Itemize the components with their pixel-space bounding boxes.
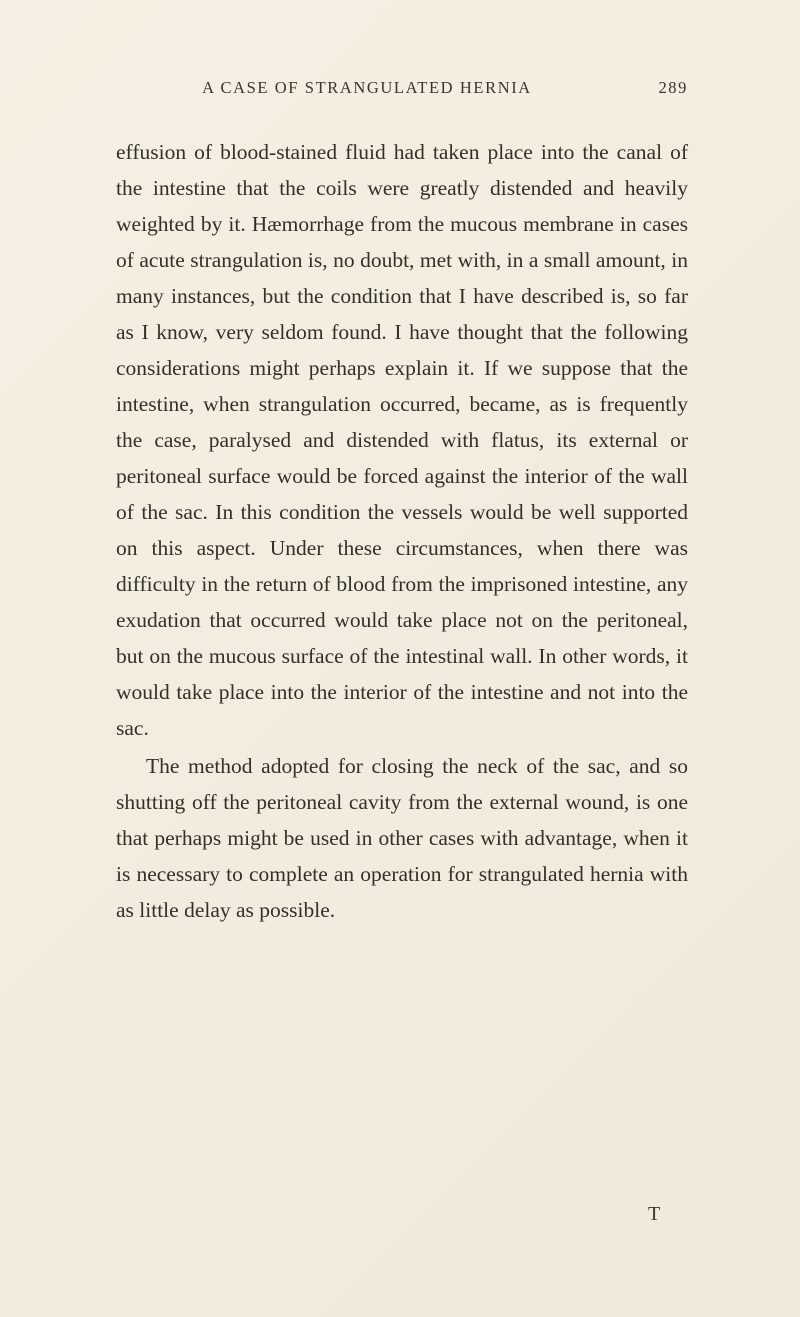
body-text [116, 134, 688, 928]
page-number: 289 [658, 78, 688, 97]
paragraph: effusion of blood-stained fluid had taken place into the canal of the intestine that the coils were greatly distended and heavily weighted by it. Hæmorrhage from the mucous membrane in cases of acute strangulation is, no doubt, met with, in a small amount, in many instances, but the condition that I have described is, so far as I know, very seldom found. I have thought that the following considerations might perhaps explain it. If we suppose that the intestine, when strangulation occurred, became, as is frequently the case, paralysed and distended with flatus, its external or peritoneal surface would be forced against the interior of the wall of the sac. In this condition the vessels would be well supported on this aspect. Under these circumstances, when there was difficulty in the return of blood from the imprisoned intestine, any exudation that occurred would take place not on the peritoneal, but on the mucous surface of the intestinal wall. In other words, it would take place into the interior of the intestine and not into the sac. [116, 140, 688, 740]
page-title: A CASE OF STRANGULATED HERNIA [202, 78, 532, 97]
signature-mark: T [648, 1203, 662, 1225]
paragraph: The method adopted for closing the neck of the sac, and so shutting off the peritoneal cavity from the external wound, is one that perhaps might be used in other cases with advantage, when it is necessary to complete an operation for strangulated hernia with as little delay as possible. [116, 754, 688, 922]
running-header [116, 78, 688, 100]
